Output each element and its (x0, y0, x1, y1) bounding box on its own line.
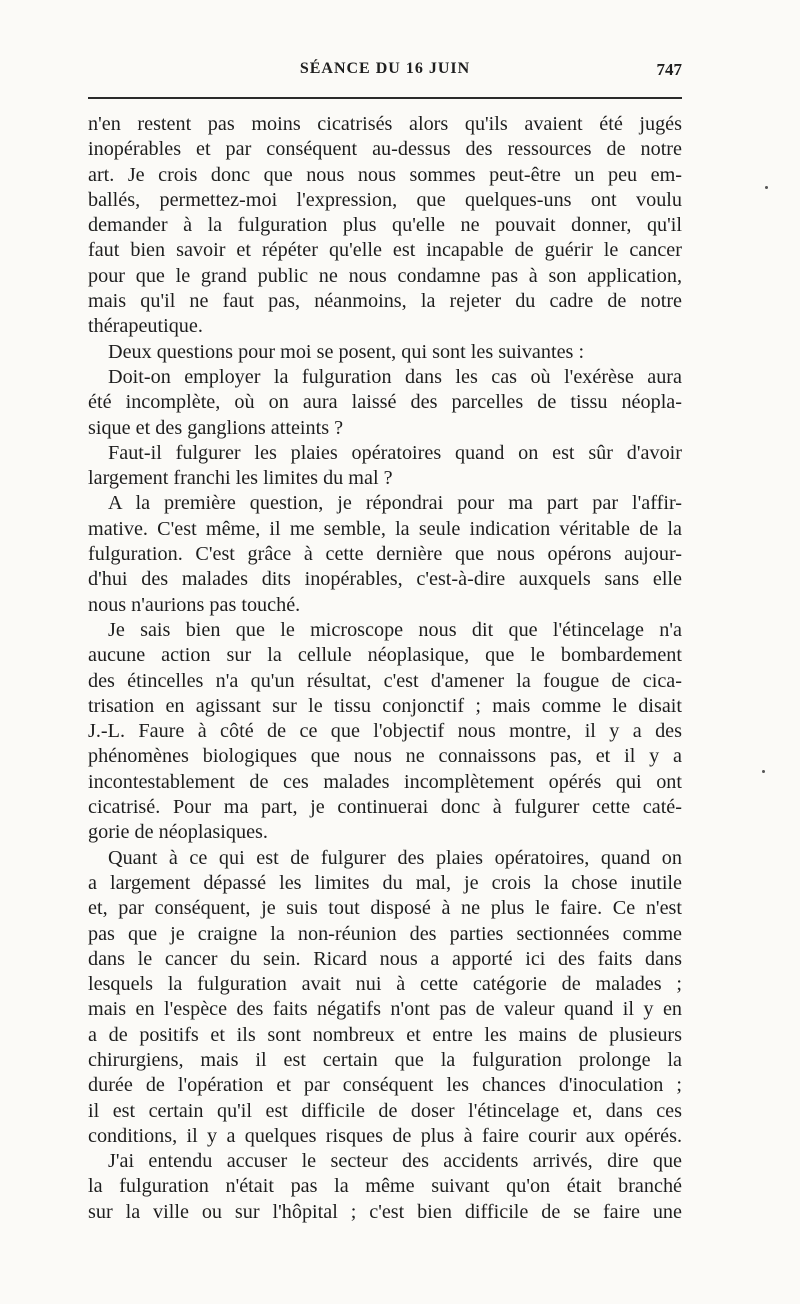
text-line: gorie de néoplasiques. (88, 821, 268, 844)
page-header (88, 60, 682, 88)
text-line: a largement dépassé les limites du mal, je crois la chose inutile (88, 871, 682, 894)
text-line: dans le cancer du sein. Ricard nous a apporté ici des faits dans (88, 947, 682, 970)
text-line: conditions, il y a quelques risques de plus à faire courir aux opérés. (88, 1124, 682, 1147)
text-line: A la première question, je répondrai pour ma part par l'affir- (108, 492, 682, 515)
text-line: Je sais bien que le microscope nous dit que l'étincelage n'a (108, 618, 682, 641)
text-line: trisation en agissant sur le tissu conjonctif ; mais comme le disait (88, 694, 682, 717)
text-line: aucune action sur la cellule néoplasique, que le bombardement (88, 644, 682, 667)
body-text (88, 112, 682, 1225)
text-line: incontestablement de ces malades incomplètement opérés qui ont (88, 770, 682, 793)
text-line: thérapeutique. (88, 315, 203, 338)
text-line: art. Je crois donc que nous nous sommes peut-être un peu em- (88, 163, 682, 186)
text-line: demander à la fulguration plus qu'elle ne pouvait donner, qu'il (88, 214, 682, 237)
text-line: J.-L. Faure à côté de ce que l'objectif nous montre, il y a des (88, 720, 682, 743)
text-line: pour que le grand public ne nous condamne pas à son application, (88, 264, 682, 287)
text-line: la fulguration n'était pas la même suivant qu'on était branché (88, 1175, 682, 1198)
text-line: nous n'aurions pas touché. (88, 593, 301, 616)
text-line: été incomplète, où on aura laissé des parcelles de tissu néopla- (88, 391, 682, 414)
text-line: lesquels la fulguration avait nui à cette catégorie de malades ; (88, 973, 682, 996)
text-line: inopérables et par conséquent au-dessus des ressources de notre (88, 138, 682, 161)
text-line: mais en l'espèce des faits négatifs n'ont pas de valeur quand il y en (88, 998, 682, 1021)
text-line: sur la ville ou sur l'hôpital ; c'est bien difficile de se faire une (88, 1200, 682, 1223)
header-rule (88, 97, 682, 99)
text-line: Deux questions pour moi se posent, qui sont les suivantes : (108, 340, 585, 363)
text-line: largement franchi les limites du mal ? (88, 467, 393, 490)
paper-speck (765, 186, 768, 189)
text-line: Quant à ce qui est de fulgurer des plaies opératoires, quand on (108, 846, 682, 869)
text-line: faut bien savoir et répéter qu'elle est incapable de guérir le cancer (88, 239, 682, 262)
text-line: ballés, permettez-moi l'expression, que quelques-uns ont voulu (88, 188, 682, 211)
text-line: fulguration. C'est grâce à cette dernière que nous opérons aujour- (88, 543, 682, 566)
text-line: chirurgiens, mais il est certain que la fulguration prolonge la (88, 1048, 682, 1071)
page-number: 747 (656, 60, 682, 79)
running-title: SÉANCE DU 16 JUIN (299, 60, 471, 77)
text-line: a de positifs et ils sont nombreux et entre les mains de plusieurs (88, 1023, 682, 1046)
text-line: Doit-on employer la fulguration dans les cas où l'exérèse aura (108, 365, 682, 388)
text-line: sique et des ganglions atteints ? (88, 416, 344, 439)
text-line: J'ai entendu accuser le secteur des accidents arrivés, dire que (108, 1150, 682, 1173)
text-line: n'en restent pas moins cicatrisés alors qu'ils avaient été jugés (88, 113, 682, 135)
text-line: et, par conséquent, je suis tout disposé à ne plus le faire. Ce n'est (88, 897, 682, 920)
text-line: mative. C'est même, il me semble, la seule indication véritable de la (88, 517, 682, 540)
text-line: durée de l'opération et par conséquent les chances d'inoculation ; (88, 1074, 682, 1097)
text-line: Faut-il fulgurer les plaies opératoires quand on est sûr d'avoir (108, 441, 682, 464)
text-line: des étincelles n'a qu'un résultat, c'est d'amener la fougue de cica- (88, 669, 682, 692)
text-line: phénomènes biologiques que nous ne connaissons pas, et il y a (88, 745, 682, 768)
text-line: pas que je craigne la non-réunion des parties sectionnées comme (88, 922, 682, 945)
text-line: mais qu'il ne faut pas, néanmoins, la rejeter du cadre de notre (88, 290, 682, 313)
text-line: cicatrisé. Pour ma part, je continuerai donc à fulgurer cette caté- (88, 796, 682, 819)
paper-speck (762, 770, 765, 773)
text-line: d'hui des malades dits inopérables, c'est-à-dire auxquels sans elle (88, 568, 682, 591)
text-line: il est certain qu'il est difficile de doser l'étincelage et, dans ces (88, 1099, 682, 1122)
